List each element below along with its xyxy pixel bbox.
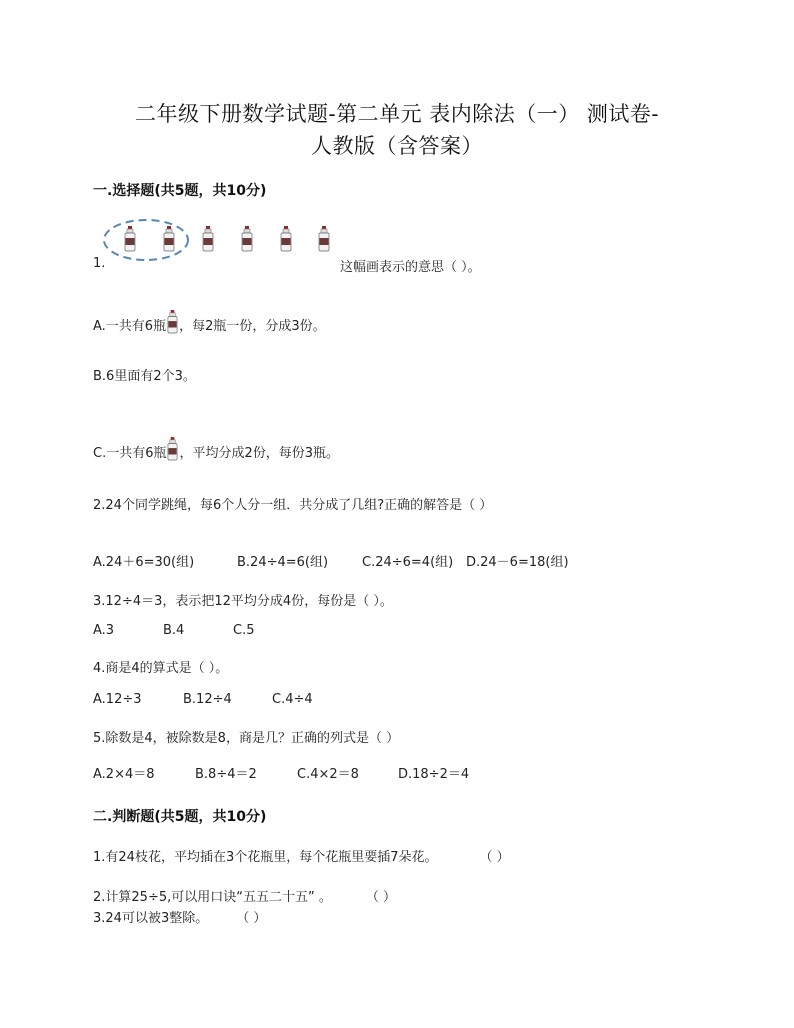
bottle-icon — [167, 437, 178, 461]
q4-option-b: B.12÷4 — [183, 692, 232, 707]
bottle-icon — [202, 226, 214, 252]
q5-option-b: B.8÷4＝2 — [195, 767, 257, 782]
q4-options — [93, 692, 313, 707]
page-title-line1: 二年级下册数学试题-第二单元 表内除法（一） 测试卷- — [134, 102, 660, 126]
q1-stem: 这幅画表示的意思（ ）。 — [340, 260, 481, 275]
q3-stem: 3.12÷4＝3，表示把12平均分成4份，每份是（ ）。 — [93, 594, 393, 609]
q5-option-d: D.18÷2＝4 — [398, 767, 470, 782]
j3-item — [93, 907, 266, 926]
q5-stem: 5.除数是4，被除数是8，商是几？正确的列式是（ ） — [93, 731, 400, 746]
q2-option-d: D.24－6=18(组) — [466, 555, 569, 570]
grouping-ellipse — [104, 220, 188, 260]
bottle-icon — [318, 226, 330, 252]
bottle-icon — [124, 226, 136, 252]
q5-option-c: C.4×2＝8 — [297, 767, 359, 782]
q5-options — [93, 763, 469, 782]
q1-option-a — [93, 310, 326, 334]
q4-option-c: C.4÷4 — [272, 692, 313, 707]
section-heading-judgement: 二.判断题(共5题，共10分) — [93, 809, 267, 825]
q2-stem: 2.24个同学跳绳，每6个人分一组．共分成了几组?正确的解答是（ ） — [93, 498, 493, 513]
q2-option-c: C.24÷6=4(组) — [362, 555, 454, 570]
q4-stem: 4.商是4的算式是（ ）。 — [93, 661, 229, 676]
bottles-figure — [100, 218, 340, 268]
bottle-icon — [167, 310, 178, 334]
q3-options — [93, 623, 254, 638]
q1-option-c — [93, 437, 339, 461]
j2-blank[interactable]: （ ） — [365, 890, 396, 905]
bottle-icon — [163, 226, 175, 252]
j2-item — [93, 886, 396, 905]
q5-option-a: A.2×4＝8 — [93, 767, 155, 782]
q3-option-b: B.4 — [163, 623, 185, 638]
bottle-icon — [241, 226, 253, 252]
q3-option-c: C.5 — [233, 623, 255, 638]
q1-option-a-rest: ，每2瓶一份，分成3份。 — [179, 319, 326, 334]
section-heading-choice: 一.选择题(共5题，共10分) — [93, 183, 267, 199]
q4-option-a: A.12÷3 — [93, 692, 142, 707]
j2-stem: 2.计算25÷5,可以用口诀“五五二十五” 。 — [93, 890, 332, 905]
j1-stem: 1.有24枝花，平均插在3个花瓶里，每个花瓶里要插7朵花。 — [93, 850, 438, 865]
bottle-icon — [280, 226, 292, 252]
j1-item — [93, 846, 510, 865]
j3-stem: 3.24可以被3整除。 — [93, 911, 209, 926]
q2-option-a: A.24＋6=30(组) — [93, 555, 195, 570]
q1-number: 1. — [93, 256, 106, 271]
page-title-line2: 人教版（含答案） — [311, 134, 483, 158]
j3-blank[interactable]: （ ） — [236, 911, 267, 926]
q1-option-b: B.6里面有2个3。 — [93, 369, 196, 384]
q3-option-a: A.3 — [93, 623, 115, 638]
bottles-illustration — [100, 218, 340, 268]
j1-blank[interactable]: （ ） — [479, 850, 510, 865]
q1-option-a-text: A.一共有6瓶 — [93, 319, 167, 334]
q2-options — [93, 551, 569, 570]
q2-option-b: B.24÷4=6(组) — [237, 555, 329, 570]
q1-option-c-rest: ，平均分成2份，每份3瓶。 — [179, 446, 340, 461]
q1-option-c-text: C.一共有6瓶 — [93, 446, 167, 461]
